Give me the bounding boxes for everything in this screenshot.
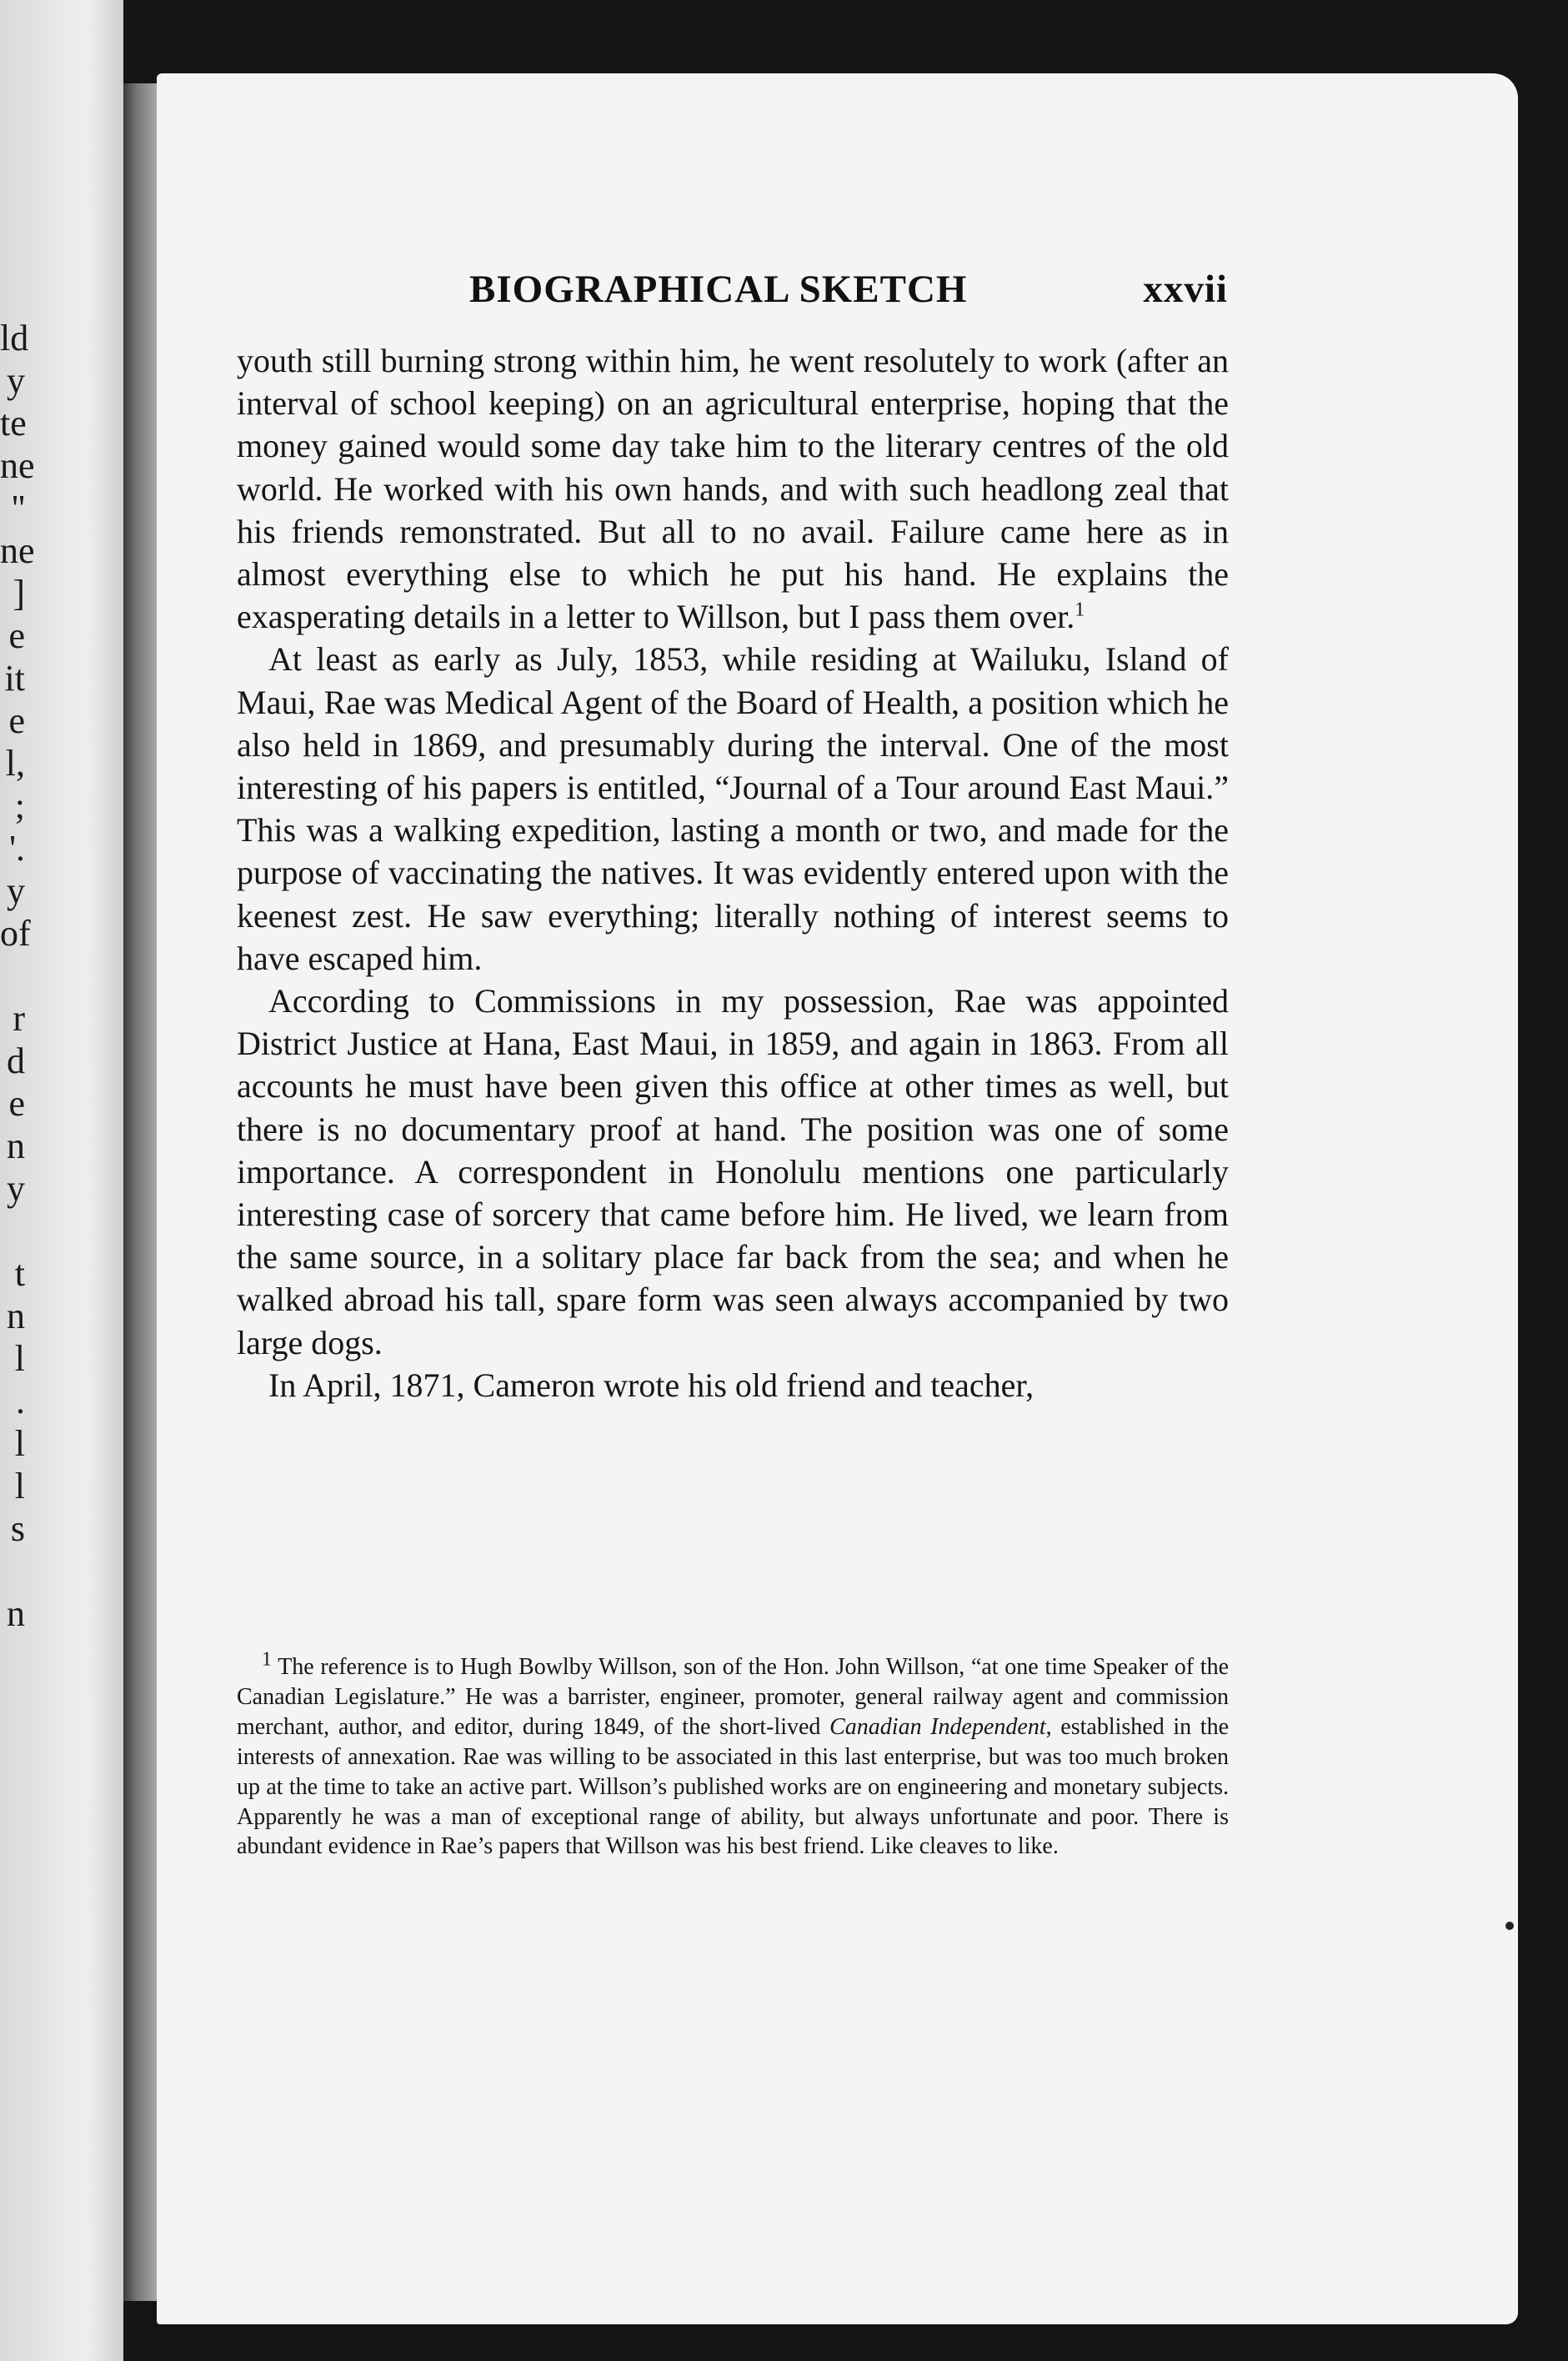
facing-page-text-fragments	[0, 317, 35, 1635]
facing-page-fragment: n	[7, 1296, 25, 1336]
facing-page-fragment: n	[7, 1593, 25, 1634]
footnote-mark: 1	[262, 1648, 272, 1671]
footnote-1	[237, 1648, 1230, 1862]
facing-page-fragment: y	[7, 360, 25, 401]
facing-page-fragment: l	[14, 1466, 25, 1506]
facing-page-fragment: it	[4, 658, 25, 699]
facing-page-fragment: te	[0, 403, 27, 444]
paragraph-3: According to Commissions in my possession, Rae was appointed District Justice at Hana, East Maui, in 1859, and again in 1863. From all accounts he must have been given this office at other times as well, but there is no documentary proof at hand. The position was one of some importance. A correspondent in Honolulu mentions one particularly interesting case of sorcery that came before him. He lived, we learn from the same source, in a solitary place far back from the sea; and when he walked abroad his tall, spare form was seen always accompanied by two large dogs.	[237, 982, 1229, 1361]
facing-page-fragment: y	[7, 1168, 25, 1209]
facing-page-fragment	[0, 1210, 25, 1252]
footnote-text-b: , established in the interests of annexation. Rae was willing to be associated in this last enterprise, but was too much broken up at the time to take an active part. Willson’s published works are on engineering and monetary subjects. Apparently he was a man of exceptional range of ability, but always unfortunate and poor. There is abundant evidence in Rae’s papers that Willson was his best friend. Like cleaves to like.	[237, 1713, 1230, 1860]
facing-page-fragment: ''	[12, 488, 25, 529]
facing-page-fragment: e	[8, 1083, 25, 1124]
facing-page-fragment: e	[8, 615, 25, 656]
footnote-italic-title: Canadian Independent	[829, 1713, 1046, 1740]
running-head-title: BIOGRAPHICAL SKETCH	[469, 268, 968, 311]
facing-page-fragment: ld	[0, 318, 29, 358]
page-number: xxvii	[1143, 268, 1228, 311]
facing-page-fragment: ]	[13, 573, 25, 614]
body-text	[237, 339, 1229, 1406]
paragraph-1-text: youth still burning strong within him, he went resolutely to work (after an interval of school keeping) on an agricultural enterprise, hoping that the money gained would some day take him to the literary centres of the old world. He worked with his own hands, and with such headlong zeal that his friends remonstrated. But all to no avail. Failure came here as in almost everything else to which he put his hand. He explains the exasperating details in a letter to Willson, but I pass them over.	[237, 342, 1229, 636]
footnotes	[237, 1648, 1230, 1862]
facing-page-fragment: e	[8, 700, 25, 741]
paragraph-1	[237, 339, 1229, 638]
facing-page-fragment: d	[7, 1040, 25, 1081]
footnote-text-a: The reference is to Hugh Bowlby Willson, son of the Hon. John Willson, “at one time Speaker of the Canadian Legislature.” He was a barrister, engineer, promoter, general railway agent and commission merchant, author, and editor, during 1849, of the short-lived	[237, 1654, 1229, 1740]
paragraph-2: At least as early as July, 1853, while residing at Wailuku, Island of Maui, Rae was Medical Agent of the Board of Health, a position which he also held in 1869, and presumably during the interval. One of the most interesting of his papers is entitled, “Journal of a Tour around East Maui.” This was a walking expedition, lasting a month or two, and made for the purpose of vaccinating the natives. It was evidently entered upon with the keenest zest. He saw everything; literally nothing of interest seems to have escaped him.	[237, 640, 1229, 977]
running-head	[469, 267, 1228, 312]
facing-page-fragment: l,	[5, 743, 25, 784]
facing-page-fragment: t	[14, 1253, 25, 1294]
facing-page-fragment: .	[16, 1381, 25, 1421]
facing-page-fragment: s	[10, 1508, 25, 1549]
facing-page-edge	[0, 0, 123, 2361]
facing-page-fragment: y	[7, 870, 25, 911]
facing-page-fragment: '.	[9, 828, 25, 869]
facing-page-fragment	[0, 1550, 25, 1592]
facing-page-fragment: l	[14, 1338, 25, 1379]
facing-page-fragment: ne	[0, 530, 35, 571]
book-gutter	[123, 83, 157, 2301]
facing-page-fragment	[0, 955, 25, 997]
facing-page-fragment: ne	[0, 445, 35, 486]
page-speck	[1505, 1922, 1514, 1930]
paragraph-4: In April, 1871, Cameron wrote his old friend and teacher,	[268, 1366, 1034, 1404]
facing-page-fragment: r	[13, 998, 25, 1039]
facing-page-fragment: n	[7, 1125, 25, 1166]
facing-page-fragment: l	[14, 1423, 25, 1464]
facing-page-fragment: ;	[14, 785, 25, 826]
footnote-reference: 1	[1075, 599, 1085, 621]
facing-page-fragment: of	[0, 913, 31, 954]
